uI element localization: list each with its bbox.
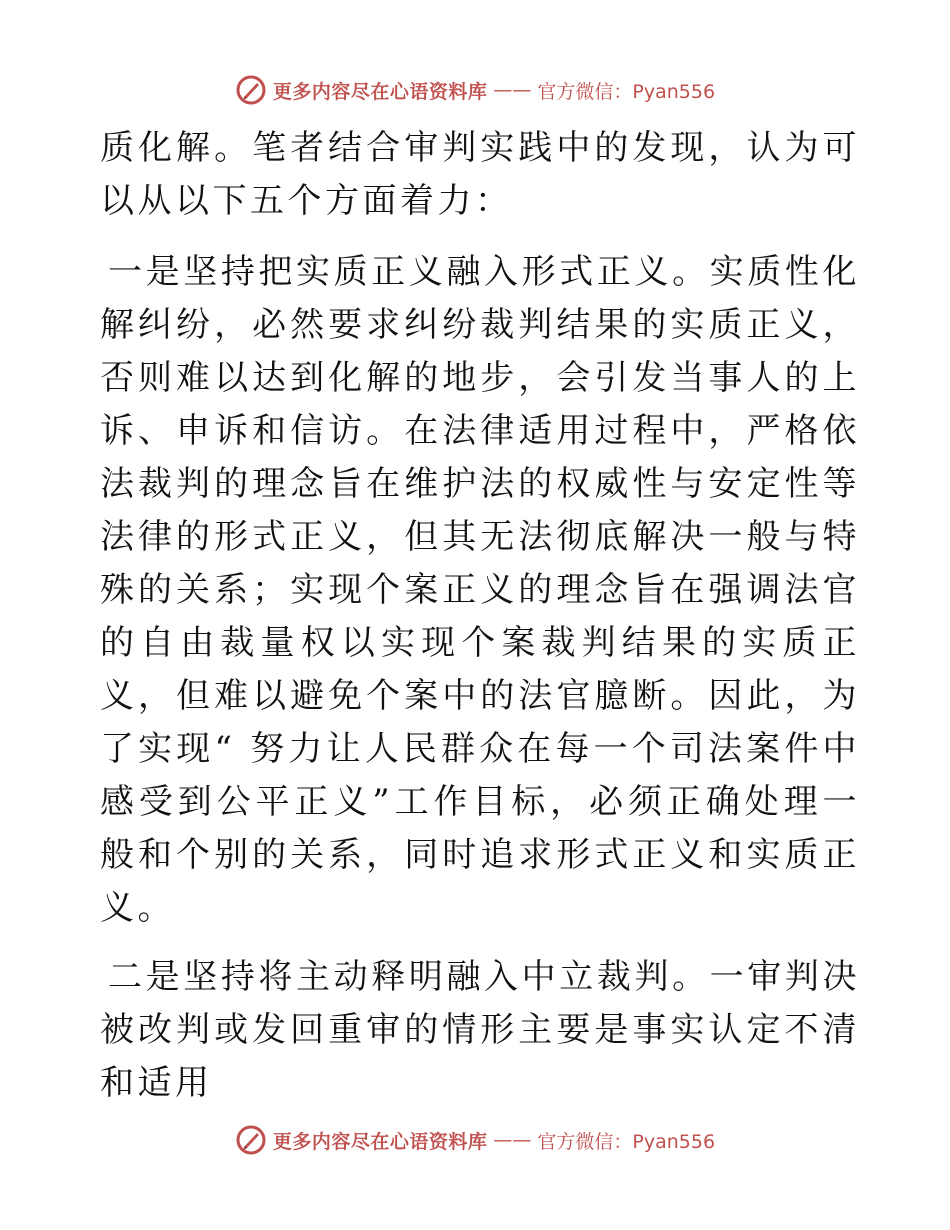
footer-watermark-banner <box>0 1120 950 1160</box>
paragraph-point-two: 二是坚持将主动释明融入中立裁判。一审判决被改判或发回重审的情形主要是事实认定不清和适用 <box>100 957 860 1103</box>
banner-wechat-text: 官方微信：Pyan556 <box>537 80 716 103</box>
quill-logo-icon <box>235 74 267 106</box>
quill-logo-icon <box>235 1124 267 1156</box>
continuation-paragraph: 质化解。笔者结合审判实践中的发现，认为可以从以下五个方面着力： <box>100 128 860 221</box>
banner-brand-text: 更多内容尽在心语资料库 <box>272 1130 488 1153</box>
banner-separator: —— <box>493 1129 532 1151</box>
banner-separator: —— <box>493 79 532 101</box>
header-watermark-banner <box>0 70 950 110</box>
banner-brand-text: 更多内容尽在心语资料库 <box>272 80 488 103</box>
paragraph-point-one: 一是坚持把实质正义融入形式正义。实质性化解纠纷，必然要求纠纷裁判结果的实质正义，否则难以达到化解的地步，会引发当事人的上诉、申诉和信访。在法律适用过程中，严格依法裁判的理念旨在维护法的权威性与安定性等法律的形式正义，但其无法彻底解决一般与特殊的关系；实现个案正义的理念旨在强调法官的自由裁量权以实现个案裁判结果的实质正义，但难以避免个案中的法官臆断。因此，为了实现“ 努力让人民群众在每一个司法案件中感受到公平正义”工作目标，必须正确处理一般和个别的关系，同时追求形式正义和实质正义。 <box>100 252 860 928</box>
document-body <box>100 122 860 1110</box>
banner-wechat-text: 官方微信：Pyan556 <box>537 1130 716 1153</box>
